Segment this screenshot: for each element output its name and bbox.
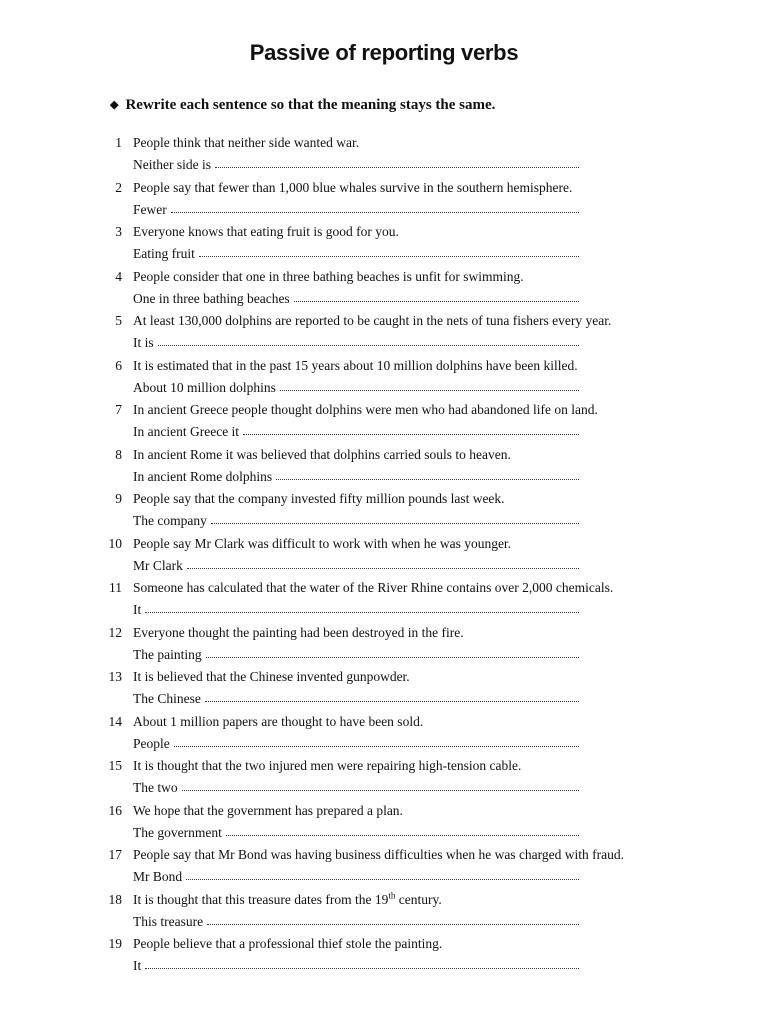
- exercise-number: 19: [108, 936, 122, 951]
- exercise-number: 17: [108, 847, 122, 862]
- answer-stem: The government: [133, 824, 222, 840]
- answer-line[interactable]: [133, 380, 579, 396]
- answer-line[interactable]: [133, 469, 579, 485]
- dotted-answer-blank[interactable]: [145, 967, 579, 969]
- answer-line[interactable]: [133, 736, 579, 752]
- prompt-text: It is thought that this treasure dates from the 19: [133, 891, 389, 907]
- exercise-prompt: At least 130,000 dolphins are reported to be caught in the nets of tuna fishers every year.: [133, 313, 612, 328]
- exercise-item: [0, 445, 768, 490]
- answer-line[interactable]: [133, 558, 579, 574]
- exercise-item: [0, 845, 768, 890]
- exercise-prompt: It is believed that the Chinese invented gunpowder.: [133, 669, 410, 684]
- exercise-item: [0, 311, 768, 356]
- ordinal-suffix: th: [388, 890, 396, 900]
- exercise-prompt: Someone has calculated that the water of the River Rhine contains over 2,000 chemicals.: [133, 580, 614, 595]
- answer-line[interactable]: [133, 246, 579, 262]
- exercise-number: 1: [115, 135, 122, 150]
- answer-line[interactable]: [133, 602, 579, 618]
- exercise-prompt: People say that Mr Bond was having business difficulties when he was charged with fraud.: [133, 847, 625, 862]
- dotted-answer-blank[interactable]: [158, 344, 579, 346]
- dotted-answer-blank[interactable]: [294, 300, 579, 302]
- prompt-text-end: century.: [395, 891, 442, 907]
- answer-stem: One in three bathing beaches: [133, 290, 290, 306]
- exercise-item: [0, 890, 768, 935]
- answer-stem: The Chinese: [133, 691, 201, 706]
- answer-line[interactable]: [133, 825, 579, 841]
- exercise-number: 10: [108, 535, 122, 551]
- exercise-item: [0, 801, 768, 846]
- exercise-item: [0, 222, 768, 267]
- dotted-answer-blank[interactable]: [205, 700, 579, 702]
- exercise-item: [0, 356, 768, 401]
- dotted-answer-blank[interactable]: [207, 923, 579, 925]
- answer-stem: People: [133, 735, 170, 751]
- answer-stem: Mr Clark: [133, 557, 183, 573]
- exercise-prompt: We hope that the government has prepared a plan.: [133, 802, 403, 818]
- exercise-number: 8: [115, 446, 122, 462]
- exercise-list: [0, 133, 768, 979]
- dotted-answer-blank[interactable]: [243, 433, 579, 435]
- answer-stem: Neither side is: [133, 157, 211, 172]
- exercise-number: 14: [108, 713, 122, 729]
- answer-line[interactable]: [133, 513, 579, 529]
- exercise-number: 13: [108, 669, 122, 684]
- exercise-prompt: People believe that a professional thief stole the painting.: [133, 936, 443, 951]
- dotted-answer-blank[interactable]: [171, 211, 579, 213]
- answer-line[interactable]: [133, 647, 579, 663]
- exercise-number: 12: [108, 624, 122, 640]
- exercise-number: 16: [108, 802, 122, 818]
- answer-stem: Eating fruit: [133, 246, 195, 261]
- answer-line[interactable]: [133, 869, 579, 885]
- exercise-item: [0, 534, 768, 579]
- exercise-prompt: People consider that one in three bathing beaches is unfit for swimming.: [133, 268, 524, 284]
- answer-stem: In ancient Rome dolphins: [133, 468, 273, 484]
- exercise-number: 9: [115, 491, 122, 506]
- exercise-prompt: In ancient Greece people thought dolphins were men who had abandoned life on land.: [133, 402, 598, 417]
- answer-stem: In ancient Greece it: [133, 424, 240, 439]
- exercise-prompt: People say that the company invested fifty million pounds last week.: [133, 491, 505, 506]
- answer-stem: It: [133, 958, 142, 973]
- exercise-prompt: In ancient Rome it was believed that dolphins carried souls to heaven.: [133, 446, 511, 462]
- exercise-item: [0, 578, 768, 623]
- dotted-answer-blank[interactable]: [206, 656, 579, 658]
- exercise-number: 15: [108, 758, 122, 773]
- dotted-answer-blank[interactable]: [199, 255, 579, 257]
- exercise-number: 3: [115, 224, 122, 239]
- exercise-prompt: It is estimated that in the past 15 years about 10 million dolphins have been killed.: [133, 357, 578, 373]
- exercise-item: [0, 400, 768, 445]
- instruction: [110, 97, 495, 114]
- exercise-prompt: People think that neither side wanted war.: [133, 135, 360, 150]
- dotted-answer-blank[interactable]: [215, 166, 579, 168]
- exercise-number: 18: [108, 891, 122, 907]
- exercise-prompt: [133, 892, 442, 908]
- exercise-item: [0, 934, 768, 979]
- exercise-prompt: People say Mr Clark was difficult to work with when he was younger.: [133, 535, 512, 551]
- answer-stem: The company: [133, 513, 207, 528]
- exercise-item: [0, 178, 768, 223]
- dotted-answer-blank[interactable]: [174, 745, 579, 747]
- exercise-number: 2: [115, 179, 122, 195]
- answer-line[interactable]: [133, 291, 579, 307]
- answer-stem: The two: [133, 780, 178, 795]
- exercise-prompt: It is thought that the two injured men were repairing high-tension cable.: [133, 758, 522, 773]
- exercise-number: 4: [115, 268, 122, 284]
- exercise-item: [0, 133, 768, 178]
- answer-line[interactable]: [133, 691, 579, 707]
- answer-stem: It is: [133, 335, 154, 350]
- dotted-answer-blank[interactable]: [145, 611, 579, 613]
- dotted-answer-blank[interactable]: [276, 478, 579, 480]
- answer-stem: Mr Bond: [133, 869, 183, 884]
- exercise-number: 5: [115, 313, 122, 328]
- exercise-item: [0, 267, 768, 312]
- exercise-number: 11: [109, 580, 122, 595]
- exercise-number: 7: [115, 402, 122, 417]
- answer-stem: The painting: [133, 646, 202, 662]
- instruction-text: Rewrite each sentence so that the meaning stays the same.: [125, 97, 496, 113]
- answer-stem: Fewer: [133, 201, 167, 217]
- answer-line[interactable]: [133, 780, 579, 796]
- dotted-answer-blank[interactable]: [280, 389, 579, 391]
- answer-line[interactable]: [133, 958, 579, 974]
- answer-stem: About 10 million dolphins: [133, 379, 276, 395]
- answer-line[interactable]: [133, 202, 579, 218]
- answer-line[interactable]: [133, 335, 579, 351]
- dotted-answer-blank[interactable]: [187, 567, 579, 569]
- dotted-answer-blank[interactable]: [211, 522, 579, 524]
- dotted-answer-blank[interactable]: [186, 878, 579, 880]
- diamond-bullet-icon: ◆: [110, 99, 119, 111]
- exercise-item: [0, 667, 768, 712]
- dotted-answer-blank[interactable]: [182, 789, 579, 791]
- answer-stem: This treasure: [133, 913, 204, 929]
- exercise-item: [0, 712, 768, 757]
- answer-stem: It: [133, 602, 142, 617]
- answer-line[interactable]: [133, 424, 579, 440]
- dotted-answer-blank[interactable]: [226, 834, 579, 836]
- exercise-prompt: About 1 million papers are thought to have been sold.: [133, 713, 424, 729]
- exercise-prompt: People say that fewer than 1,000 blue whales survive in the southern hemisphere.: [133, 179, 573, 195]
- exercise-prompt: Everyone thought the painting had been destroyed in the fire.: [133, 624, 464, 640]
- exercise-number: 6: [115, 357, 122, 373]
- exercise-item: [0, 623, 768, 668]
- answer-line[interactable]: [133, 157, 579, 173]
- exercise-prompt: Everyone knows that eating fruit is good for you.: [133, 224, 399, 239]
- exercise-item: [0, 756, 768, 801]
- exercise-item: [0, 489, 768, 534]
- page-title: Passive of reporting verbs: [249, 40, 519, 65]
- answer-line[interactable]: [133, 914, 579, 930]
